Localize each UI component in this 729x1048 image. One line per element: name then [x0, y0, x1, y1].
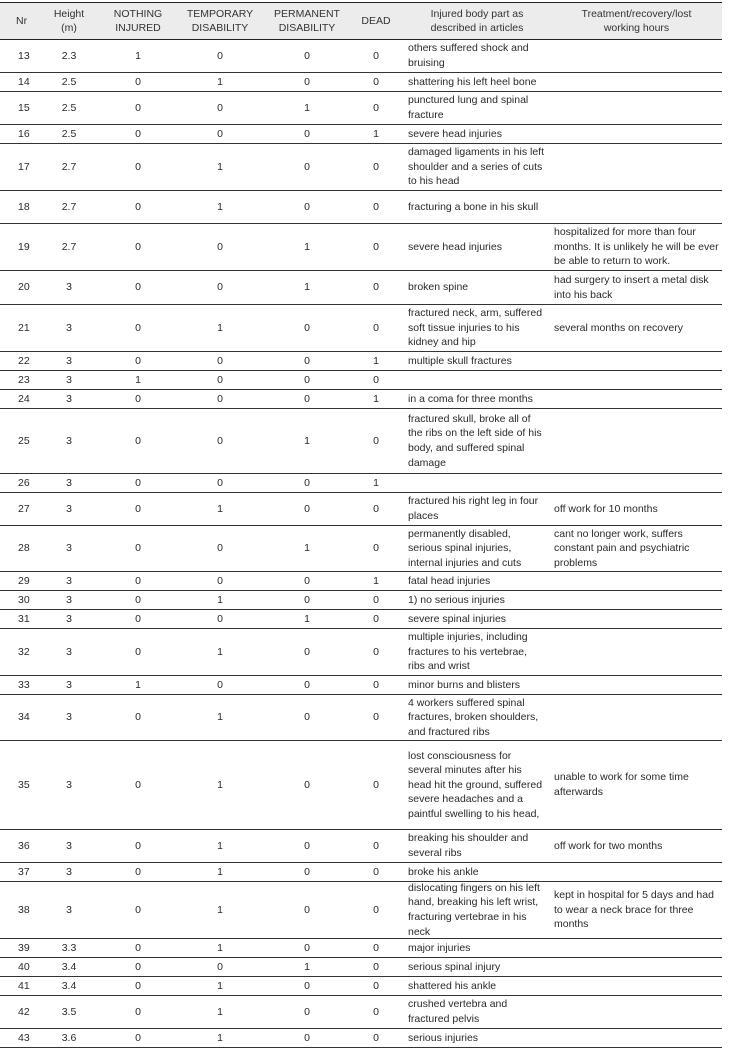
cell-height: 3	[66, 476, 72, 489]
cell-permanent-disability: 1	[304, 240, 310, 253]
cell-nothing-injured: 0	[135, 645, 141, 658]
cell-injured-body-part: severe spinal injuries	[408, 612, 507, 625]
table-row	[0, 863, 722, 882]
cell-treatment	[550, 871, 722, 873]
cell-permanent-disability: 0	[304, 574, 310, 587]
table-row	[0, 125, 722, 144]
cell-treatment	[550, 599, 722, 601]
cell-nothing-injured: 0	[135, 434, 141, 447]
cell-treatment	[550, 618, 722, 620]
cell-injured-body-part: broken spine	[408, 281, 469, 294]
cell-nr: 31	[18, 612, 30, 625]
table-row	[0, 610, 722, 629]
header-temporary-disability: TEMPORARY DISABILITY	[186, 8, 254, 34]
cell-treatment	[550, 985, 722, 987]
cell-treatment: had surgery to insert a metal disk into his back	[554, 273, 709, 301]
table-row	[0, 352, 722, 371]
cell-permanent-disability: 0	[304, 321, 310, 334]
cell-height: 3.5	[61, 1005, 77, 1018]
cell-permanent-disability: 0	[304, 1031, 310, 1044]
cell-height: 3.4	[61, 960, 77, 973]
cell-temporary-disability: 0	[217, 240, 223, 253]
cell-temporary-disability: 0	[217, 49, 223, 62]
cell-permanent-disability: 1	[304, 434, 310, 447]
cell-treatment	[550, 166, 722, 168]
cell-injured-body-part: minor burns and blisters	[408, 678, 521, 691]
cell-permanent-disability: 0	[304, 1005, 310, 1018]
cell-permanent-disability: 0	[304, 75, 310, 88]
cell-permanent-disability: 0	[304, 941, 310, 954]
cell-nr: 13	[18, 49, 30, 62]
cell-dead: 0	[373, 612, 379, 625]
cell-nothing-injured: 0	[135, 865, 141, 878]
cell-permanent-disability: 0	[304, 711, 310, 724]
cell-height: 3	[66, 574, 72, 587]
cell-treatment: off work for two months	[554, 839, 663, 852]
cell-temporary-disability: 1	[217, 979, 223, 992]
cell-treatment	[550, 482, 722, 484]
cell-height: 3.3	[61, 941, 77, 954]
cell-nr: 14	[18, 75, 30, 88]
cell-nr: 32	[18, 645, 30, 658]
cell-nr: 21	[18, 321, 30, 334]
cell-injured-body-part: 4 workers suffered spinal fractures, broken shoulders, and fractured ribs	[408, 696, 539, 738]
cell-injured-body-part: multiple injuries, including fractures to his vertebrae, ribs and wrist	[408, 631, 528, 673]
cell-nr: 40	[18, 960, 30, 973]
cell-permanent-disability: 0	[304, 645, 310, 658]
cell-permanent-disability: 0	[304, 49, 310, 62]
cell-injured-body-part: damaged ligaments in his left shoulder and a series of cuts to his head	[408, 146, 544, 188]
cell-nr: 22	[18, 354, 30, 367]
cell-nothing-injured: 0	[135, 778, 141, 791]
cell-treatment: unable to work for some time afterwards	[554, 771, 689, 798]
cell-nothing-injured: 1	[135, 373, 141, 386]
cell-nothing-injured: 1	[135, 678, 141, 691]
cell-dead: 0	[373, 903, 379, 916]
cell-nr: 17	[18, 160, 30, 173]
cell-nothing-injured: 0	[135, 711, 141, 724]
cell-height: 2.7	[61, 200, 77, 213]
cell-dead: 0	[373, 1005, 379, 1018]
cell-nr: 38	[18, 903, 30, 916]
cell-dead: 0	[373, 373, 379, 386]
cell-dead: 1	[373, 574, 379, 587]
cell-injured-body-part: fractured neck, arm, suffered soft tissue injuries to his kidney and hip	[408, 307, 543, 349]
cell-nothing-injured: 0	[135, 127, 141, 140]
table-header-row	[0, 3, 722, 40]
cell-nr: 42	[18, 1005, 30, 1018]
cell-injured-body-part: serious spinal injury	[408, 960, 501, 973]
table-row	[0, 474, 722, 493]
cell-dead: 0	[373, 645, 379, 658]
table-row	[0, 1029, 722, 1048]
cell-nothing-injured: 0	[135, 281, 141, 294]
cell-treatment	[550, 966, 722, 968]
cell-nr: 24	[18, 392, 30, 405]
cell-nr: 23	[18, 373, 30, 386]
cell-nothing-injured: 0	[135, 321, 141, 334]
cell-treatment	[550, 440, 722, 442]
cell-dead: 0	[373, 711, 379, 724]
cell-permanent-disability: 1	[304, 960, 310, 973]
table-row	[0, 526, 722, 572]
cell-nr: 41	[18, 979, 30, 992]
cell-height: 3	[66, 281, 72, 294]
cell-temporary-disability: 1	[217, 839, 223, 852]
table-body	[0, 40, 722, 1048]
cell-nr: 20	[18, 281, 30, 294]
cell-height: 3	[66, 778, 72, 791]
table-row	[0, 996, 722, 1029]
cell-injured-body-part: crushed vertebra and fractured pelvis	[408, 998, 508, 1025]
cell-permanent-disability: 1	[304, 612, 310, 625]
cell-permanent-disability: 0	[304, 127, 310, 140]
cell-treatment: several months on recovery	[554, 321, 683, 334]
table-row	[0, 572, 722, 591]
table-row	[0, 591, 722, 610]
cell-temporary-disability: 1	[217, 160, 223, 173]
cell-permanent-disability: 0	[304, 678, 310, 691]
table-row	[0, 493, 722, 526]
cell-temporary-disability: 1	[217, 1005, 223, 1018]
cell-permanent-disability: 0	[304, 778, 310, 791]
cell-temporary-disability: 0	[217, 392, 223, 405]
cell-dead: 0	[373, 434, 379, 447]
cell-dead: 0	[373, 240, 379, 253]
cell-permanent-disability: 0	[304, 160, 310, 173]
cell-temporary-disability: 1	[217, 75, 223, 88]
cell-height: 3	[66, 839, 72, 852]
cell-temporary-disability: 1	[217, 200, 223, 213]
cell-treatment	[550, 717, 722, 719]
table-row	[0, 977, 722, 996]
cell-permanent-disability: 0	[304, 903, 310, 916]
cell-nr: 30	[18, 593, 30, 606]
cell-nr: 15	[18, 101, 30, 114]
cell-height: 2.3	[61, 49, 77, 62]
cell-temporary-disability: 0	[217, 612, 223, 625]
cell-dead: 1	[373, 392, 379, 405]
cell-nr: 34	[18, 711, 30, 724]
cell-nr: 16	[18, 127, 30, 140]
cell-nothing-injured: 0	[135, 979, 141, 992]
cell-nr: 33	[18, 678, 30, 691]
cell-nr: 19	[18, 240, 30, 253]
cell-treatment	[550, 206, 722, 208]
cell-dead: 0	[373, 1031, 379, 1044]
cell-treatment: hospitalized for more than four months. It is unlikely he will be ever be able to return to work.	[554, 226, 719, 268]
cell-temporary-disability: 0	[217, 678, 223, 691]
cell-height: 3	[66, 321, 72, 334]
cell-height: 3	[66, 502, 72, 515]
table-row	[0, 939, 722, 958]
cell-temporary-disability: 1	[217, 321, 223, 334]
injury-table	[0, 2, 722, 1048]
cell-nothing-injured: 0	[135, 839, 141, 852]
cell-treatment: off work for 10 months	[554, 502, 658, 515]
cell-nothing-injured: 0	[135, 354, 141, 367]
cell-treatment	[550, 651, 722, 653]
cell-nr: 26	[18, 476, 30, 489]
cell-height: 3	[66, 434, 72, 447]
cell-nr: 29	[18, 574, 30, 587]
cell-permanent-disability: 0	[304, 839, 310, 852]
cell-permanent-disability: 0	[304, 476, 310, 489]
cell-nr: 25	[18, 434, 30, 447]
table-row	[0, 224, 722, 271]
cell-nothing-injured: 0	[135, 75, 141, 88]
cell-treatment	[550, 580, 722, 582]
cell-injured-body-part: severe head injuries	[408, 127, 502, 140]
table-row	[0, 191, 722, 224]
cell-nr: 43	[18, 1031, 30, 1044]
cell-injured-body-part: shattered his ankle	[408, 979, 497, 992]
cell-temporary-disability: 0	[217, 434, 223, 447]
cell-nr: 27	[18, 502, 30, 515]
cell-permanent-disability: 0	[304, 373, 310, 386]
table-row	[0, 741, 722, 830]
cell-nothing-injured: 0	[135, 101, 141, 114]
cell-height: 3.6	[61, 1031, 77, 1044]
cell-nothing-injured: 0	[135, 612, 141, 625]
cell-height: 3	[66, 373, 72, 386]
cell-dead: 1	[373, 354, 379, 367]
cell-height: 3	[66, 903, 72, 916]
cell-injured-body-part: others suffered shock and bruising	[408, 42, 529, 69]
cell-dead: 0	[373, 593, 379, 606]
table-row	[0, 958, 722, 977]
cell-height: 2.7	[61, 240, 77, 253]
cell-treatment: kept in hospital for 5 days and had to wear a neck brace for three months	[554, 889, 714, 931]
cell-treatment: cant no longer work, suffers constant pain and psychiatric problems	[554, 527, 690, 569]
cell-nr: 39	[18, 941, 30, 954]
cell-nothing-injured: 0	[135, 240, 141, 253]
cell-injured-body-part: fracturing a bone in his skull	[408, 200, 539, 213]
cell-treatment	[550, 1011, 722, 1013]
cell-injured-body-part: punctured lung and spinal fracture	[408, 94, 529, 121]
cell-dead: 0	[373, 960, 379, 973]
cell-dead: 0	[373, 49, 379, 62]
cell-temporary-disability: 1	[217, 711, 223, 724]
cell-injured-body-part: breaking his shoulder and several ribs	[408, 832, 529, 859]
cell-temporary-disability: 0	[217, 373, 223, 386]
cell-treatment	[550, 360, 722, 362]
cell-nothing-injured: 0	[135, 392, 141, 405]
header-nr: Nr	[16, 15, 28, 27]
cell-nothing-injured: 0	[135, 502, 141, 515]
cell-dead: 0	[373, 839, 379, 852]
cell-height: 3	[66, 711, 72, 724]
cell-height: 3	[66, 593, 72, 606]
cell-dead: 0	[373, 502, 379, 515]
cell-temporary-disability: 1	[217, 1031, 223, 1044]
cell-permanent-disability: 1	[304, 542, 310, 555]
cell-treatment	[550, 55, 722, 57]
cell-injured-body-part: permanently disabled, serious spinal injuries, internal injuries and cuts	[408, 527, 522, 569]
cell-injured-body-part: 1) no serious injuries	[408, 593, 505, 606]
cell-treatment	[550, 133, 722, 135]
table-row	[0, 305, 722, 352]
cell-dead: 0	[373, 200, 379, 213]
table-row	[0, 371, 722, 390]
cell-nothing-injured: 0	[135, 1005, 141, 1018]
cell-nothing-injured: 0	[135, 542, 141, 555]
cell-nothing-injured: 0	[135, 960, 141, 973]
cell-temporary-disability: 1	[217, 645, 223, 658]
cell-height: 3	[66, 865, 72, 878]
cell-treatment	[550, 947, 722, 949]
cell-nothing-injured: 0	[135, 476, 141, 489]
cell-nothing-injured: 0	[135, 941, 141, 954]
header-treatment: Treatment/recovery/lost working hours	[581, 8, 692, 34]
cell-dead: 0	[373, 75, 379, 88]
cell-nr: 18	[18, 200, 30, 213]
cell-nothing-injured: 1	[135, 49, 141, 62]
cell-height: 3	[66, 392, 72, 405]
cell-dead: 0	[373, 941, 379, 954]
cell-dead: 0	[373, 778, 379, 791]
cell-injured-body-part	[400, 379, 550, 381]
header-nothing-injured: NOTHING INJURED	[113, 8, 163, 34]
cell-temporary-disability: 1	[217, 593, 223, 606]
table-row	[0, 92, 722, 125]
cell-height: 2.5	[61, 101, 77, 114]
cell-temporary-disability: 1	[217, 778, 223, 791]
cell-injured-body-part: dislocating fingers on his left hand, breaking his left wrist, fracturing vertebrae in his neck	[408, 881, 540, 938]
cell-dead: 0	[373, 678, 379, 691]
cell-injured-body-part: shattering his left heel bone	[408, 75, 537, 88]
header-height: Height (m)	[53, 8, 85, 34]
table-row	[0, 390, 722, 409]
cell-treatment	[550, 81, 722, 83]
cell-height: 2.7	[61, 160, 77, 173]
header-dead: DEAD	[361, 15, 391, 27]
cell-height: 3	[66, 612, 72, 625]
cell-temporary-disability: 0	[217, 542, 223, 555]
cell-nothing-injured: 0	[135, 593, 141, 606]
cell-permanent-disability: 0	[304, 502, 310, 515]
table-row	[0, 695, 722, 741]
table-row	[0, 144, 722, 191]
cell-injured-body-part: fractured skull, broke all of the ribs on the left side of his body, and suffered spinal damage	[408, 412, 542, 469]
cell-injured-body-part	[400, 482, 550, 484]
cell-nr: 35	[18, 778, 30, 791]
cell-dead: 0	[373, 160, 379, 173]
table-row	[0, 629, 722, 676]
cell-temporary-disability: 0	[217, 354, 223, 367]
cell-nothing-injured: 0	[135, 200, 141, 213]
cell-dead: 1	[373, 476, 379, 489]
cell-permanent-disability: 0	[304, 979, 310, 992]
cell-injured-body-part: lost consciousness for several minutes after his head hit the ground, suffered severe headaches and a paintful swelling to his head,	[408, 749, 543, 820]
cell-height: 3	[66, 354, 72, 367]
cell-temporary-disability: 0	[217, 574, 223, 587]
table-row	[0, 40, 722, 73]
cell-nr: 28	[18, 542, 30, 555]
cell-nothing-injured: 0	[135, 903, 141, 916]
cell-treatment	[550, 379, 722, 381]
cell-injured-body-part: major injuries	[408, 941, 471, 954]
cell-temporary-disability: 1	[217, 865, 223, 878]
cell-permanent-disability: 0	[304, 593, 310, 606]
cell-permanent-disability: 0	[304, 354, 310, 367]
cell-dead: 0	[373, 979, 379, 992]
header-injured-body-part: Injured body part as described in articles	[430, 8, 524, 34]
cell-treatment	[550, 1037, 722, 1039]
cell-temporary-disability: 1	[217, 941, 223, 954]
table-row	[0, 271, 722, 305]
cell-height: 3.4	[61, 979, 77, 992]
cell-height: 3	[66, 678, 72, 691]
cell-injured-body-part: serious injuries	[408, 1031, 479, 1044]
cell-injured-body-part: fatal head injuries	[408, 574, 491, 587]
cell-dead: 0	[373, 865, 379, 878]
cell-nothing-injured: 0	[135, 160, 141, 173]
cell-injured-body-part: in a coma for three months	[408, 392, 533, 405]
cell-nr: 36	[18, 839, 30, 852]
cell-nothing-injured: 0	[135, 574, 141, 587]
cell-dead: 0	[373, 321, 379, 334]
cell-permanent-disability: 0	[304, 392, 310, 405]
cell-height: 2.5	[61, 127, 77, 140]
cell-height: 3	[66, 542, 72, 555]
table-row	[0, 830, 722, 863]
cell-nothing-injured: 0	[135, 1031, 141, 1044]
cell-permanent-disability: 1	[304, 101, 310, 114]
cell-height: 2.5	[61, 75, 77, 88]
cell-permanent-disability: 0	[304, 865, 310, 878]
cell-nr: 37	[18, 865, 30, 878]
table-row	[0, 882, 722, 939]
table-row	[0, 676, 722, 695]
cell-injured-body-part: broke his ankle	[408, 865, 479, 878]
header-permanent-disability: PERMANENT DISABILITY	[274, 8, 340, 34]
cell-temporary-disability: 1	[217, 502, 223, 515]
cell-temporary-disability: 0	[217, 281, 223, 294]
cell-treatment	[550, 107, 722, 109]
cell-dead: 0	[373, 281, 379, 294]
cell-treatment	[550, 398, 722, 400]
cell-temporary-disability: 0	[217, 960, 223, 973]
cell-dead: 0	[373, 101, 379, 114]
cell-temporary-disability: 0	[217, 101, 223, 114]
cell-injured-body-part: multiple skull fractures	[408, 354, 512, 367]
cell-temporary-disability: 1	[217, 903, 223, 916]
cell-permanent-disability: 1	[304, 281, 310, 294]
cell-permanent-disability: 0	[304, 200, 310, 213]
cell-injured-body-part: fractured his right leg in four places	[408, 495, 539, 522]
cell-temporary-disability: 0	[217, 476, 223, 489]
cell-treatment	[550, 684, 722, 686]
cell-injured-body-part: severe head injuries	[408, 240, 502, 253]
table-row	[0, 73, 722, 92]
cell-height: 3	[66, 645, 72, 658]
cell-dead: 1	[373, 127, 379, 140]
table-row	[0, 409, 722, 474]
cell-dead: 0	[373, 542, 379, 555]
cell-temporary-disability: 0	[217, 127, 223, 140]
